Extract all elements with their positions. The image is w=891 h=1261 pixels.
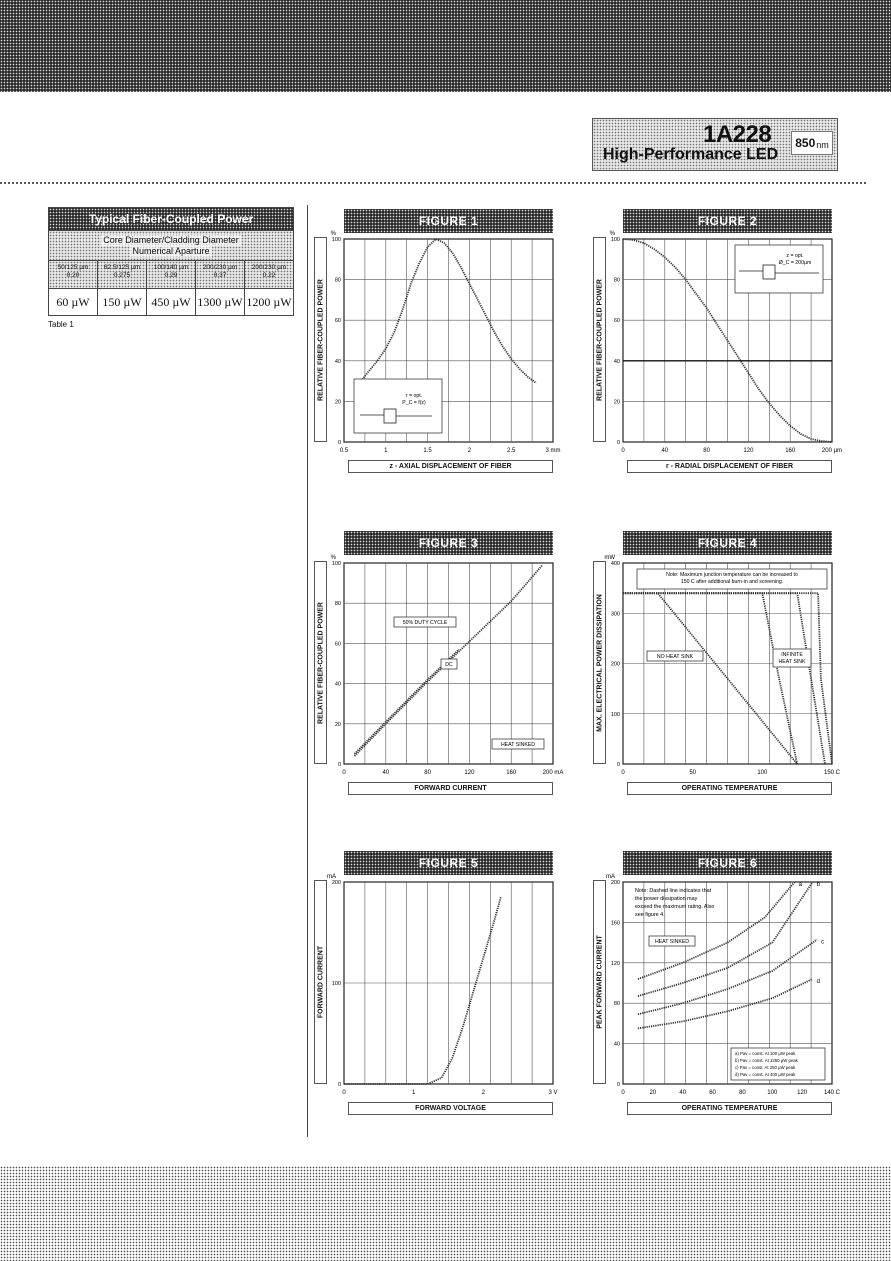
figure-3 — [312, 531, 571, 808]
figure-ylabel-text: MAX. ELECTRICAL POWER DISSIPATION — [596, 593, 603, 732]
legend-item: c) Pav = const. At 250 µW peak — [735, 1065, 796, 1070]
table-fiber-cell — [244, 261, 293, 288]
table-subheading-line2: Numerical Aparture — [132, 245, 210, 256]
figure-ylabel-text: FORWARD CURRENT — [317, 945, 324, 1019]
x-tick-label: 100 — [757, 770, 768, 776]
x-tick-label: 0.5 — [339, 448, 349, 454]
wavelength-value: 850 — [795, 136, 816, 150]
figure-note-text: the power dissipation may — [635, 896, 698, 902]
table-value-row — [49, 288, 293, 315]
annotation-no-heat-sink — [647, 651, 703, 661]
x-tick-label: 160 — [506, 770, 517, 776]
y-unit-label: mA — [606, 874, 615, 880]
table-value-cell: 450 µW — [146, 289, 195, 315]
inset-diagram-text: z = opt. — [786, 253, 804, 259]
figure-ylabel — [593, 237, 606, 442]
legend-item: a) Pav = const. At 100 µW peak — [735, 1051, 796, 1056]
figure-plot — [609, 231, 843, 454]
figure-ylabel-text: RELATIVE FIBER-COUPLED POWER — [317, 278, 324, 401]
figure-ylabel-text: RELATIVE FIBER-COUPLED POWER — [317, 601, 324, 724]
figure-plot — [606, 874, 841, 1096]
fiber-size: 50/125 µm — [57, 264, 89, 271]
annotation-heat-sinked-text: HEAT SINKED — [654, 939, 690, 945]
fiber-size: 200/230 µm — [251, 264, 287, 271]
figure-ylabel — [314, 880, 327, 1084]
y-tick-label: 0 — [337, 440, 341, 446]
fiber-power-table — [48, 207, 294, 316]
led-symbol — [384, 409, 396, 423]
fiber-na: 0.22 — [262, 272, 276, 279]
title-box — [592, 118, 838, 171]
figure-6 — [591, 851, 850, 1128]
figure-note-text: see figure 4. — [635, 912, 665, 918]
inset-diagram-text: P_C = f(z) — [402, 400, 426, 406]
series-label: c — [821, 939, 825, 946]
y-tick-label: 100 — [610, 711, 620, 718]
inset-diagram-frame — [735, 245, 823, 293]
figure-ylabel — [593, 880, 606, 1084]
figure-4 — [591, 531, 850, 808]
table-fiber-cell — [146, 261, 195, 288]
y-tick-label: 0 — [616, 440, 620, 446]
y-tick-label: 80 — [334, 277, 341, 284]
y-tick-label: 0 — [616, 762, 620, 768]
table-value-cell: 1300 µW — [195, 289, 244, 315]
legend — [731, 1048, 825, 1080]
figure-plot — [327, 874, 558, 1096]
x-tick-label: 120 — [464, 770, 475, 776]
inset-diagram-frame — [354, 379, 442, 433]
figure-ylabel — [593, 561, 606, 764]
x-tick-label: 0 — [621, 448, 625, 454]
x-tick-label: 80 — [424, 770, 431, 776]
y-tick-label: 200 — [610, 880, 620, 886]
fiber-size: 200/230 µm — [202, 264, 238, 271]
figure-note-text: Note: Dashed line indicates that — [635, 888, 712, 894]
annotation-infinite-heat-sink — [773, 649, 811, 667]
table-value-cell: 60 µW — [56, 295, 90, 309]
figure-note-text: exceed the maximum rating. Also — [635, 904, 715, 910]
y-tick-label: 160 — [610, 920, 620, 927]
figure-xlabel: FORWARD VOLTAGE — [348, 1102, 553, 1115]
y-tick-label: 40 — [334, 681, 341, 688]
x-tick-label: 160 — [785, 448, 796, 454]
series-label: a — [798, 882, 803, 888]
x-tick-label: 200 mA — [542, 770, 564, 776]
annotation-infinite-heat-sink-text: INFINITE — [781, 652, 803, 658]
y-tick-label: 200 — [331, 880, 341, 886]
x-tick-label: 200 µm — [821, 448, 843, 454]
y-unit-label: % — [330, 231, 336, 237]
x-tick-label: 140 C — [823, 1090, 841, 1096]
fiber-size: 100/140 µm — [153, 264, 189, 271]
y-tick-label: 100 — [331, 981, 341, 987]
x-tick-label: 150 C — [823, 770, 841, 776]
y-unit-label: mW — [604, 555, 615, 561]
x-tick-label: 40 — [382, 770, 390, 776]
figure-title: FIGURE 3 — [344, 531, 553, 555]
table-value-cell: 150 µW — [97, 289, 146, 315]
x-tick-label: 0 — [342, 770, 346, 776]
series-label: d — [816, 978, 820, 985]
wavelength-unit: nm — [816, 139, 829, 150]
x-tick-label: 120 — [743, 448, 754, 454]
inset-diagram — [735, 245, 823, 293]
x-tick-label: 60 — [709, 1090, 716, 1096]
y-tick-label: 0 — [337, 1082, 341, 1088]
figure-xlabel: OPERATING TEMPERATURE — [627, 782, 832, 795]
fiber-size: 62.5/125 µm — [103, 264, 141, 271]
x-tick-label: 2 — [481, 1090, 486, 1096]
x-tick-label: 0 — [342, 1090, 346, 1096]
table-fiber-cell — [97, 261, 146, 288]
table-fiber-cell — [49, 261, 97, 288]
table-caption: Table 1 — [48, 320, 74, 329]
figure-xlabel: FORWARD CURRENT — [348, 782, 553, 795]
x-tick-label: 2 — [467, 448, 472, 454]
y-tick-label: 100 — [331, 237, 341, 243]
header-divider — [0, 182, 866, 184]
product-name: High-Performance LED — [603, 146, 779, 163]
annotation-duty-cycle — [394, 617, 456, 627]
table-subheading-line1: Core Diameter/Cladding Diameter — [103, 234, 239, 245]
inset-diagram — [354, 379, 442, 433]
x-tick-label: 1 — [384, 448, 388, 454]
x-tick-label: 2.5 — [507, 448, 516, 454]
figure-2 — [591, 209, 850, 486]
figure-ylabel-text: PEAK FORWARD CURRENT — [596, 935, 603, 1029]
annotation-heat-sinked — [649, 936, 695, 946]
figure-xlabel: z - AXIAL DISPLACEMENT OF FIBER — [348, 460, 553, 473]
column-divider — [307, 205, 308, 1137]
y-tick-label: 60 — [334, 641, 341, 648]
figure-plot — [604, 555, 841, 776]
inset-diagram-text: Ø_C = 200µm — [778, 260, 812, 266]
y-tick-label: 20 — [334, 721, 341, 728]
y-tick-label: 80 — [613, 1001, 620, 1008]
y-tick-label: 0 — [337, 762, 341, 768]
figure-1 — [312, 209, 571, 486]
fiber-na: 0.20 — [66, 272, 80, 279]
x-tick-label: 40 — [661, 448, 669, 454]
annotation-heat-sinked — [492, 739, 544, 749]
figure-title: FIGURE 4 — [623, 531, 832, 555]
series-label: b — [816, 882, 820, 888]
figure-note-text: Note: Maximum junction temperature can be increased to — [666, 572, 798, 578]
x-tick-label: 80 — [739, 1090, 746, 1096]
y-unit-label: % — [609, 231, 615, 237]
y-tick-label: 40 — [334, 358, 341, 365]
y-tick-label: 80 — [613, 277, 620, 284]
y-tick-label: 120 — [610, 960, 620, 967]
x-tick-label: 20 — [649, 1090, 657, 1096]
x-tick-label: 3 mm — [545, 448, 561, 454]
table-title: Typical Fiber-Coupled Power — [49, 208, 293, 230]
x-tick-label: 50 — [689, 770, 697, 776]
x-tick-label: 0 — [621, 770, 625, 776]
legend-item: d) Pav = const. At 400 µW peak — [735, 1072, 796, 1077]
y-tick-label: 100 — [610, 237, 620, 243]
figure-5 — [312, 851, 571, 1128]
y-tick-label: 100 — [331, 561, 341, 567]
figure-xlabel: r - RADIAL DISPLACEMENT OF FIBER — [627, 460, 832, 473]
y-unit-label: % — [330, 555, 336, 561]
y-tick-label: 200 — [610, 661, 620, 668]
figure-xlabel: OPERATING TEMPERATURE — [627, 1102, 832, 1115]
annotation-no-heat-sink-text: NO HEAT SINK — [656, 654, 694, 660]
top-banner — [0, 0, 891, 92]
table-subheading — [49, 230, 293, 260]
y-tick-label: 60 — [613, 318, 620, 325]
fiber-na: 0.275 — [113, 272, 131, 279]
annotation-duty-cycle-text: 50% DUTY CYCLE — [402, 620, 448, 626]
x-tick-label: 100 — [767, 1090, 778, 1096]
figure-title: FIGURE 6 — [623, 851, 832, 875]
wavelength-badge — [791, 131, 833, 155]
table-fiber-cell — [195, 261, 244, 288]
fiber-na: 0.37 — [213, 272, 227, 279]
y-tick-label: 400 — [610, 561, 620, 567]
figure-ylabel — [314, 561, 327, 764]
x-tick-label: 1 — [411, 1090, 416, 1096]
x-tick-label: 1.5 — [423, 448, 432, 454]
annotation-dc — [441, 659, 457, 669]
y-tick-label: 0 — [616, 1082, 620, 1088]
figure-note-text: 150 C after additional burn-in and screening. — [680, 579, 784, 585]
y-unit-label: mA — [327, 874, 336, 880]
annotation-dc-text: DC — [445, 662, 453, 668]
x-tick-label: 120 — [797, 1090, 808, 1096]
figure-title: FIGURE 1 — [344, 209, 553, 233]
x-tick-label: 40 — [679, 1090, 687, 1096]
x-tick-label: 0 — [621, 1090, 625, 1096]
y-tick-label: 20 — [613, 399, 620, 406]
table-fiber-row — [49, 260, 293, 288]
fiber-na: 0.29 — [164, 272, 178, 279]
bottom-banner — [0, 1166, 891, 1261]
y-tick-label: 60 — [334, 318, 341, 325]
figure-title: FIGURE 5 — [344, 851, 553, 875]
figure-note — [637, 569, 827, 589]
figure-ylabel-text: RELATIVE FIBER-COUPLED POWER — [596, 278, 603, 401]
annotation-heat-sinked-text: HEAT SINKED — [500, 742, 536, 748]
led-symbol — [763, 265, 775, 279]
part-number: 1A228 — [703, 121, 772, 148]
legend-item: b) Pav = const. At 1250 µW peak — [735, 1058, 798, 1063]
figure-plot — [330, 231, 561, 454]
figure-title: FIGURE 2 — [623, 209, 832, 233]
y-tick-label: 80 — [334, 601, 341, 608]
inset-diagram-text: r = opt. — [405, 393, 423, 399]
annotation-infinite-heat-sink-text: HEAT SINK — [778, 659, 806, 665]
x-tick-label: 3 V — [548, 1090, 558, 1096]
y-tick-label: 20 — [334, 399, 341, 406]
x-tick-label: 80 — [703, 448, 710, 454]
y-tick-label: 40 — [613, 1041, 620, 1048]
figure-plot — [330, 555, 564, 776]
y-tick-label: 40 — [613, 358, 620, 365]
table-value-cell: 1200 µW — [244, 289, 293, 315]
y-tick-label: 300 — [610, 611, 620, 618]
figure-ylabel — [314, 237, 327, 442]
